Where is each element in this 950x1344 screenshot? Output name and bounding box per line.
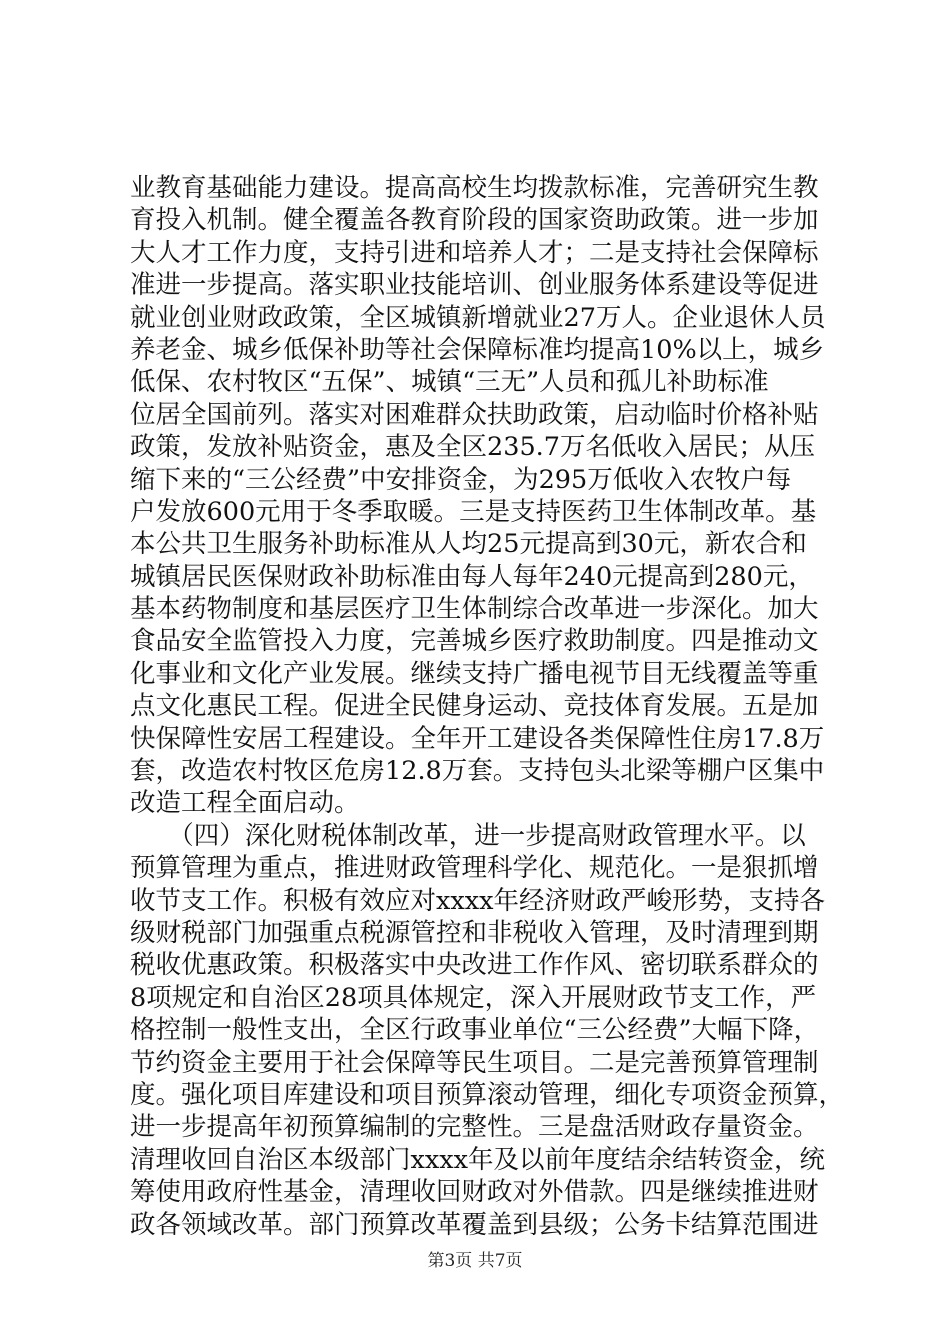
text-line: 节约资金主要用于社会保障等民生项目。二是完善预算管理制 bbox=[130, 1047, 819, 1078]
text-line: 户发放600元用于冬季取暖。三是支持医药卫生体制改革。基 bbox=[130, 496, 817, 527]
body-text bbox=[130, 172, 850, 1241]
text-line: 政策，发放补贴资金，惠及全区235.7万名低收入居民；从压 bbox=[130, 432, 816, 463]
text-line: 预算管理为重点，推进财政管理科学化、规范化。一是狠抓增 bbox=[130, 853, 819, 884]
text-line: 城镇居民医保财政补助标准由每人每年240元提高到280元， bbox=[130, 561, 814, 592]
text-line: 准进一步提高。落实职业技能培训、创业服务体系建设等促进 bbox=[130, 270, 819, 301]
text-line: 食品安全监管投入力度，完善城乡医疗救助制度。四是推动文 bbox=[130, 626, 819, 657]
text-line: 低保、农村牧区“五保”、城镇“三无”人员和孤儿补助标准 bbox=[130, 367, 769, 398]
text-line: 养老金、城乡低保补助等社会保障标准均提高10%以上，城乡 bbox=[130, 334, 825, 365]
text-line: 点文化惠民工程。促进全民健身运动、竞技体育发展。五是加 bbox=[130, 691, 819, 722]
page-number-footer: 第3页 共7页 bbox=[427, 1251, 523, 1271]
text-line: 缩下来的“三公经费”中安排资金，为295万低收入农牧户每 bbox=[130, 464, 792, 495]
text-line: 收节支工作。积极有效应对xxxx年经济财政严峻形势，支持各 bbox=[130, 885, 826, 916]
text-line: 级财税部门加强重点税源管控和非税收入管理，及时清理到期 bbox=[130, 917, 819, 948]
text-line: 位居全国前列。落实对困难群众扶助政策，启动临时价格补贴 bbox=[130, 399, 819, 430]
text-line: 就业创业财政政策，全区城镇新增就业27万人。企业退休人员 bbox=[130, 302, 826, 333]
text-line: 套，改造农村牧区危房12.8万套。支持包头北梁等棚户区集中 bbox=[130, 756, 825, 787]
text-line: 筹使用政府性基金，清理收回财政对外借款。四是继续推进财 bbox=[130, 1177, 819, 1208]
text-line: 大人才工作力度，支持引进和培养人才；二是支持社会保障标 bbox=[130, 237, 819, 268]
text-line: 税收优惠政策。积极落实中央改进工作作风、密切联系群众的 bbox=[130, 950, 819, 981]
text-line: 业教育基础能力建设。提高高校生均拨款标准，完善研究生教 bbox=[130, 173, 819, 203]
text-line: 快保障性安居工程建设。全年开工建设各类保障性住房17.8万 bbox=[130, 723, 825, 754]
text-line: 本公共卫生服务补助标准从人均25元提高到30元，新农合和 bbox=[130, 529, 807, 560]
text-line: 政各领域改革。部门预算改革覆盖到县级；公务卡结算范围进 bbox=[130, 1209, 819, 1240]
text-line: 清理收回自治区本级部门xxxx年及以前年度结余结转资金，统 bbox=[130, 1144, 826, 1175]
text-line: 基本药物制度和基层医疗卫生体制综合改革进一步深化。加大 bbox=[130, 594, 819, 625]
text-line: 度。强化项目库建设和项目预算滚动管理，细化专项资金预算， bbox=[130, 1079, 845, 1110]
text-line: 化事业和文化产业发展。继续支持广播电视节目无线覆盖等重 bbox=[130, 658, 819, 689]
text-line: 8项规定和自治区28项具体规定，深入开展财政节支工作，严 bbox=[130, 982, 817, 1013]
text-line: 改造工程全面启动。 bbox=[130, 788, 360, 819]
text-line: 进一步提高年初预算编制的完整性。三是盘活财政存量资金。 bbox=[130, 1112, 819, 1143]
text-line: 格控制一般性支出，全区行政事业单位“三公经费”大幅下降， bbox=[130, 1015, 820, 1046]
text-line: 育投入机制。健全覆盖各教育阶段的国家资助政策。进一步加 bbox=[130, 205, 819, 236]
section-heading-line: （四）深化财税体制改革，进一步提高财政管理水平。以 bbox=[130, 820, 806, 851]
